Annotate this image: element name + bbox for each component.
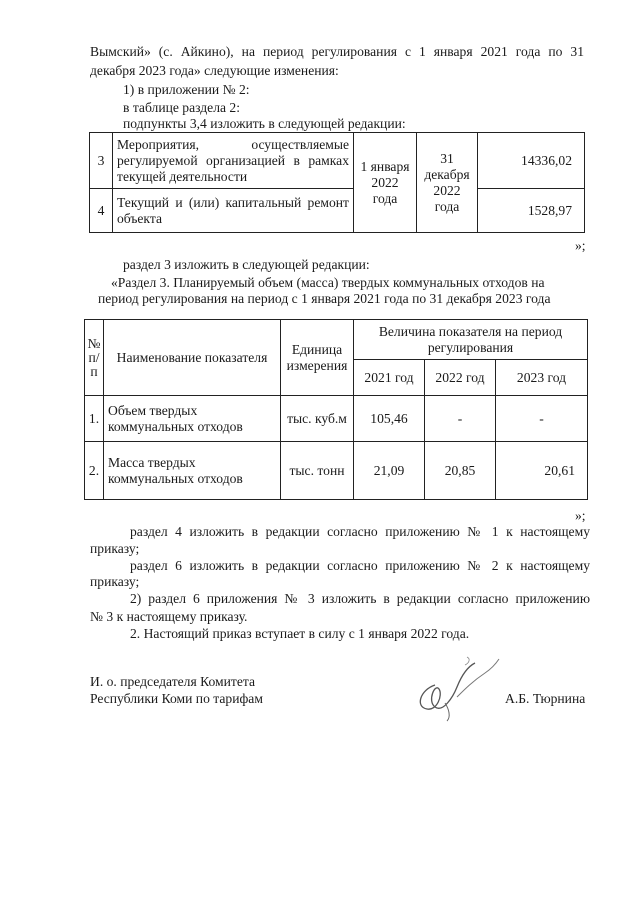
row-value: 14336,02: [478, 133, 585, 189]
row-value-2022: 20,85: [425, 442, 496, 500]
row-value-2021: 21,09: [354, 442, 425, 500]
header-name: Наименование показателя: [104, 320, 281, 396]
header-value-group: Величина показателя на период регулирования: [354, 320, 588, 360]
closing-quote-2: »;: [575, 508, 586, 523]
table-row: [90, 189, 585, 233]
handwritten-signature: [405, 645, 505, 725]
row-unit: тыс. куб.м: [281, 396, 354, 442]
row-value-2023: -: [496, 396, 588, 442]
table-row: [85, 396, 588, 442]
paragraph-section4-line-1: раздел 4 изложить в редакции согласно приложению № 1 к настоящему: [130, 524, 590, 539]
row-value-2021: 105,46: [354, 396, 425, 442]
table-header-row: [85, 320, 588, 360]
tko-volume-table: [84, 319, 588, 500]
signatory-title-1: И. о. председателя Комитета: [90, 674, 256, 689]
paragraph-appendix3-line-2: № 3 к настоящему приказу.: [90, 609, 248, 624]
intro-item-1: 1) в приложении № 2:: [123, 82, 250, 97]
header-unit: Единица измерения: [281, 320, 354, 396]
period-end: 31 декабря 2022 года: [417, 133, 478, 233]
signatory-name: А.Б. Тюрнина: [505, 691, 586, 706]
row-value-2022: -: [425, 396, 496, 442]
section3-title-2: период регулирования на период с 1 января 2021 года по 31 декабря 2023 года: [98, 291, 551, 306]
paragraph-effective-date: 2. Настоящий приказ вступает в силу с 1 января 2022 года.: [130, 626, 470, 641]
paragraph-section4-line-2: приказу;: [90, 541, 140, 556]
row-name: Мероприятия, осуществляемые регулируемой организацией в рамках текущей деятельности: [113, 133, 354, 189]
row-unit: тыс. тонн: [281, 442, 354, 500]
header-year-2021: 2021 год: [354, 360, 425, 396]
row-name: Объем твердых коммунальных отходов: [104, 396, 281, 442]
row-number: 3: [90, 133, 113, 189]
table-row: [85, 442, 588, 500]
subitems-table: [89, 132, 585, 233]
closing-quote-1: »;: [575, 238, 586, 253]
row-name: Масса твердых коммунальных отходов: [104, 442, 281, 500]
intro-line-2: декабря 2023 года» следующие изменения:: [90, 63, 339, 78]
header-year-2022: 2022 год: [425, 360, 496, 396]
row-number: 1.: [85, 396, 104, 442]
row-value: 1528,97: [478, 189, 585, 233]
signatory-title-2: Республики Коми по тарифам: [90, 691, 263, 706]
table-row: [90, 133, 585, 189]
paragraph-appendix3-line-1: 2) раздел 6 приложения № 3 изложить в редакции согласно приложению: [130, 591, 590, 606]
paragraph-section6-line-1: раздел 6 изложить в редакции согласно приложению № 2 к настоящему: [130, 558, 590, 573]
intro-item-2: в таблице раздела 2:: [123, 100, 240, 115]
paragraph-section6-line-2: приказу;: [90, 574, 140, 589]
row-value-2023: 20,61: [496, 442, 588, 500]
row-name: Текущий и (или) капитальный ремонт объекта: [113, 189, 354, 233]
header-num: № п/п: [85, 320, 104, 396]
intro-item-3: подпункты 3,4 изложить в следующей редакции:: [123, 116, 406, 131]
section3-title-1: «Раздел 3. Планируемый объем (масса) твердых коммунальных отходов на: [111, 275, 545, 290]
row-number: 4: [90, 189, 113, 233]
intro-line-1: Вымский» (с. Айкино), на период регулирования с 1 января 2021 года по 31: [90, 44, 584, 59]
section3-intro: раздел 3 изложить в следующей редакции:: [123, 257, 370, 272]
period-start: 1 января 2022 года: [354, 133, 417, 233]
header-year-2023: 2023 год: [496, 360, 588, 396]
row-number: 2.: [85, 442, 104, 500]
